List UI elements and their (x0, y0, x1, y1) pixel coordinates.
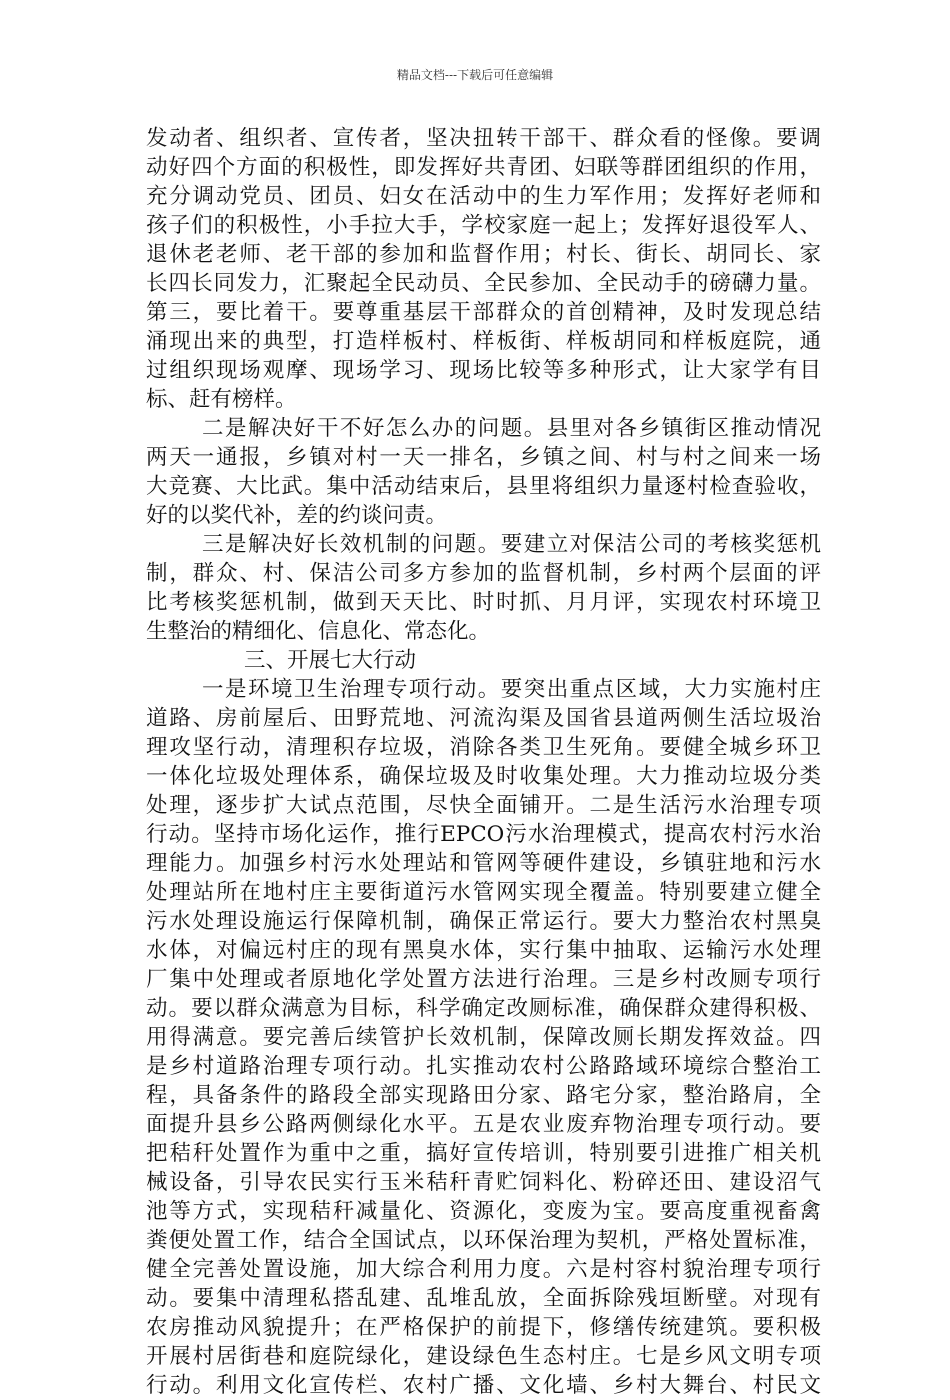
document-body (146, 124, 821, 1400)
text-line: 处理站所在地村庄主要街道污水管网实现全覆盖。特别要建立健全 (146, 880, 821, 905)
text-line: 面提升县乡公路两侧绿化水平。五是农业废弃物治理专项行动。要 (146, 1112, 821, 1137)
text-line: 是乡村道路治理专项行动。扎实推动农村公路路域环境综合整治工 (146, 1054, 821, 1079)
text-line: 用得满意。要完善后续管护长效机制，保障改厕长期发挥效益。四 (146, 1025, 821, 1050)
text-line: 厂集中处理或者原地化学处置方法进行治理。三是乡村改厕专项行 (146, 967, 821, 992)
text-line: 一体化垃圾处理体系，确保垃圾及时收集处理。大力推动垃圾分类 (146, 764, 821, 789)
text-line: 行动。利用文化宣传栏、农村广播、文化墙、乡村大舞台、村民文 (146, 1373, 821, 1398)
section-heading: 三、开展七大行动 (244, 648, 417, 673)
text-line: 动好四个方面的积极性，即发挥好共青团、妇联等群团组织的作用， (146, 155, 821, 180)
text-line: 发动者、组织者、宣传者，坚决扭转干部干、群众看的怪像。要调 (146, 126, 821, 151)
text-line: 程，具备条件的路段全部实现路田分家、路宅分家，整治路肩，全 (146, 1083, 821, 1108)
page-header: 精品文档---下载后可任意编辑 (396, 68, 554, 82)
text-line: 一是环境卫生治理专项行动。要突出重点区域，大力实施村庄 (202, 677, 821, 702)
text-line: 行动。坚持市场化运作，推行EPCO污水治理模式，提高农村污水治 (146, 822, 821, 847)
text-line: 动。要以群众满意为目标，科学确定改厕标准，确保群众建得积极、 (146, 996, 821, 1021)
text-line: 孩子们的积极性，小手拉大手，学校家庭一起上；发挥好退役军人、 (146, 213, 821, 238)
text-line: 械设备，引导农民实行玉米秸秆青贮饲料化、粉碎还田、建设沼气 (146, 1170, 821, 1195)
text-line: 农房推动风貌提升；在严格保护的前提下，修缮传统建筑。要积极 (146, 1315, 821, 1340)
text-line: 长四长同发力，汇聚起全民动员、全民参加、全民动手的磅礴力量。 (146, 271, 821, 296)
text-line: 比考核奖惩机制，做到天天比、时时抓、月月评，实现农村环境卫 (146, 590, 821, 615)
text-line: 开展村居街巷和庭院绿化，建设绿色生态村庄。七是乡风文明专项 (146, 1344, 821, 1369)
text-line: 好的以奖代补，差的约谈问责。 (146, 503, 448, 528)
text-line: 生整治的精细化、信息化、常态化。 (146, 619, 491, 644)
text-line: 处理，逐步扩大试点范围，尽快全面铺开。二是生活污水治理专项 (146, 793, 821, 818)
text-line: 池等方式，实现秸秆减量化、资源化，变废为宝。要高度重视畜禽 (146, 1199, 821, 1224)
text-line: 二是解决好干不好怎么办的问题。县里对各乡镇街区推动情况 (202, 416, 821, 441)
text-line: 充分调动党员、团员、妇女在活动中的生力军作用；发挥好老师和 (146, 184, 821, 209)
text-line: 污水处理设施运行保障机制，确保正常运行。要大力整治农村黑臭 (146, 909, 821, 934)
text-line: 退休老老师、老干部的参加和监督作用；村长、街长、胡同长、家 (146, 242, 821, 267)
text-line: 第三，要比着干。要尊重基层干部群众的首创精神，及时发现总结 (146, 300, 821, 325)
text-line: 制，群众、村、保洁公司多方参加的监督机制，乡村两个层面的评 (146, 561, 821, 586)
text-line: 动。要集中清理私搭乱建、乱堆乱放，全面拆除残垣断壁。对现有 (146, 1286, 821, 1311)
text-line: 两天一通报，乡镇对村一天一排名，乡镇之间、村与村之间来一场 (146, 445, 821, 470)
text-line: 标、赶有榜样。 (146, 387, 297, 412)
text-line: 水体，对偏远村庄的现有黑臭水体，实行集中抽取、运输污水处理 (146, 938, 821, 963)
text-line: 粪便处置工作，结合全国试点，以环保治理为契机，严格处置标准， (146, 1228, 821, 1253)
text-line: 健全完善处置设施，加大综合利用力度。六是村容村貌治理专项行 (146, 1257, 821, 1282)
text-line: 理攻坚行动，清理积存垃圾，消除各类卫生死角。要健全城乡环卫 (146, 735, 821, 760)
text-line: 涌现出来的典型，打造样板村、样板街、样板胡同和样板庭院，通 (146, 329, 821, 354)
text-line: 道路、房前屋后、田野荒地、河流沟渠及国省县道两侧生活垃圾治 (146, 706, 821, 731)
text-line: 三是解决好长效机制的问题。要建立对保洁公司的考核奖惩机 (202, 532, 821, 557)
text-line: 过组织现场观摩、现场学习、现场比较等多种形式，让大家学有目 (146, 358, 821, 383)
text-line: 理能力。加强乡村污水处理站和管网等硬件建设，乡镇驻地和污水 (146, 851, 821, 876)
text-line: 大竞赛、大比武。集中活动结束后，县里将组织力量逐村检查验收， (146, 474, 821, 499)
text-line: 把秸秆处置作为重中之重，搞好宣传培训，特别要引进推广相关机 (146, 1141, 821, 1166)
